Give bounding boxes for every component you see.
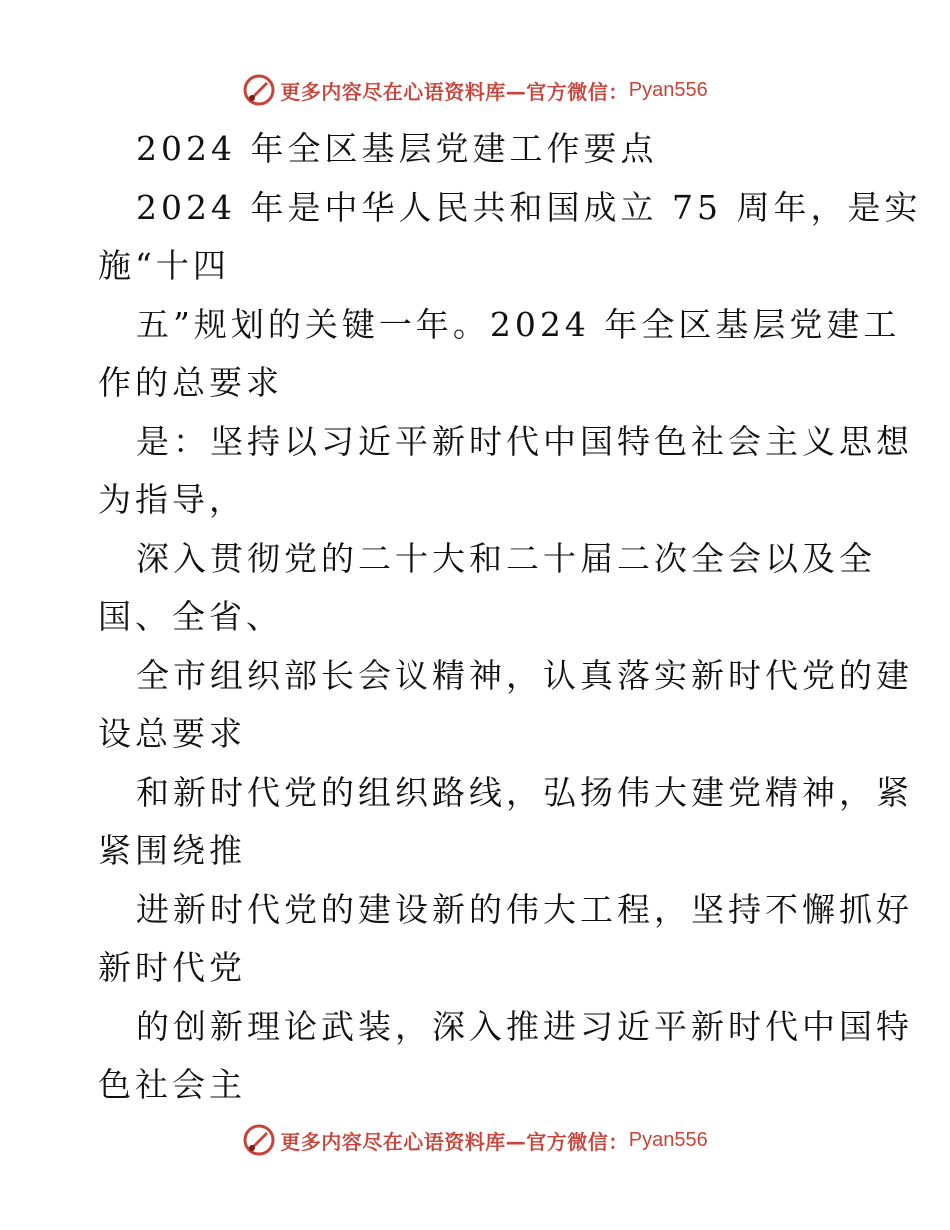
- paragraph-line: 为指导，: [98, 480, 246, 519]
- brush-logo-icon: [242, 1123, 276, 1157]
- paragraph-line: 是：坚持以习近平新时代中国特色社会主义思想: [136, 421, 913, 461]
- header-watermark: [0, 70, 950, 110]
- watermark-text: 更多内容尽在心语资料库—官方微信：: [280, 1129, 629, 1154]
- paragraph-line: 国、全省、: [98, 597, 283, 636]
- paragraph-line: 紧围绕推: [98, 831, 246, 870]
- paragraph-line: 和新时代党的组织路线，弘扬伟大建党精神，紧: [136, 772, 913, 812]
- paragraph-line: 进新时代党的建设新的伟大工程，坚持不懈抓好: [136, 889, 913, 929]
- watermark-wechat-id: Pyan556: [628, 78, 708, 101]
- document-title: 2024 年全区基层党建工作要点: [136, 129, 658, 168]
- paragraph-line: 设总要求: [98, 714, 246, 753]
- paragraph-line: 色社会主: [98, 1065, 246, 1104]
- watermark-wechat-id: Pyan556: [628, 1128, 708, 1151]
- paragraph-line: 施“十四: [98, 246, 230, 285]
- paragraph-line: 作的总要求: [98, 363, 283, 402]
- paragraph-line: 五”规划的关键一年。2024 年全区基层党建工: [136, 304, 901, 344]
- paragraph-line: 深入贯彻党的二十大和二十届二次全会以及全: [136, 538, 876, 578]
- brush-logo-icon: [242, 73, 276, 107]
- paragraph-line: 2024 年是中华人民共和国成立 75 周年，是实: [136, 187, 922, 227]
- footer-watermark: [0, 1120, 950, 1160]
- document-body: [98, 120, 922, 1115]
- paragraph-line: 的创新理论武装，深入推进习近平新时代中国特: [136, 1006, 913, 1046]
- watermark-text: 更多内容尽在心语资料库—官方微信：: [280, 79, 629, 104]
- paragraph-line: 新时代党: [98, 948, 246, 987]
- paragraph-line: 全市组织部长会议精神，认真落实新时代党的建: [136, 655, 913, 695]
